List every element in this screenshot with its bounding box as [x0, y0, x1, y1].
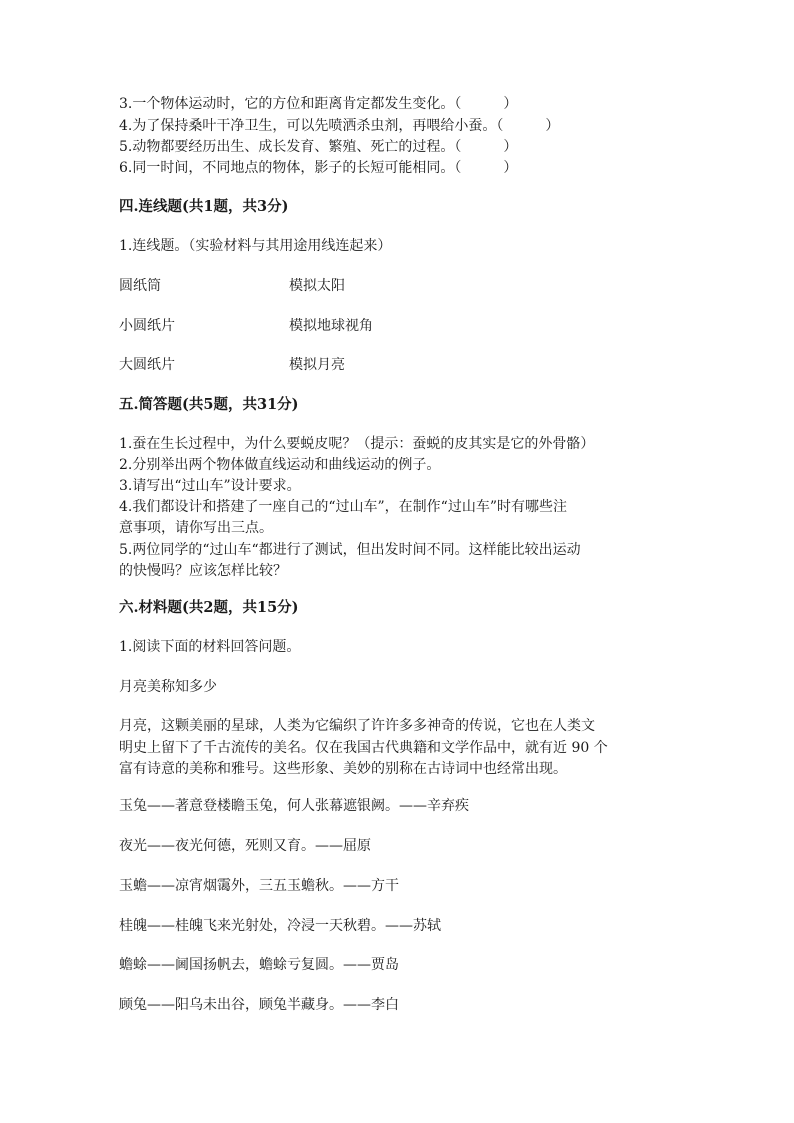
short-answer-line: 3.请写出“过山车”设计要求。	[119, 478, 301, 494]
material-title: 月亮美称知多少	[119, 679, 217, 695]
judgment-item-6: 6.同一时间，不同地点的物体，影子的长短可能相同。（ ）	[119, 160, 518, 176]
material-paragraph-line: 明史上留下了千古流传的美名。仅在我国古代典籍和文学作品中，就有近 90 个	[119, 740, 608, 756]
short-answer-line: 的快慢吗？应该怎样比较？	[119, 563, 287, 579]
short-answer-line: 2.分别举出两个物体做直线运动和曲线运动的例子。	[119, 457, 441, 473]
poem-line: 玉兔——著意登楼瞻玉兔，何人张幕遮银阙。——辛弃疾	[119, 798, 469, 814]
poem-line: 顾兔——阳乌未出谷，顾兔半藏身。——李白	[119, 997, 399, 1013]
match-left-2: 小圆纸片	[119, 318, 175, 334]
section-5-heading: 五.简答题(共5题，共31分)	[119, 396, 299, 413]
short-answer-line: 4.我们都设计和搭建了一座自己的“过山车”，在制作“过山车”时有哪些注	[119, 499, 567, 515]
judgment-item-5: 5.动物都要经历出生、成长发育、繁殖、死亡的过程。（ ）	[119, 139, 518, 155]
match-right-3: 模拟月亮	[289, 357, 345, 373]
match-right-2: 模拟地球视角	[289, 318, 373, 334]
section-4-question: 1.连线题。（实验材料与其用途用线连起来）	[119, 238, 392, 254]
judgment-item-4: 4.为了保持桑叶干净卫生，可以先喷洒杀虫剂，再喂给小蚕。（ ）	[119, 118, 560, 134]
poem-line: 桂魄——桂魄飞来光射处，冷浸一天秋碧。——苏轼	[119, 918, 441, 934]
match-left-3: 大圆纸片	[119, 357, 175, 373]
poem-line: 蟾蜍——阃国扬帆去，蟾蜍亏复圆。——贾岛	[119, 957, 399, 973]
poem-line: 夜光——夜光何德，死则又育。——屈原	[119, 838, 371, 854]
judgment-item-3: 3.一个物体运动时，它的方位和距离肯定都发生变化。（ ）	[119, 96, 518, 112]
match-left-1: 圆纸筒	[119, 278, 161, 294]
section-6-question: 1.阅读下面的材料回答问题。	[119, 639, 301, 655]
match-right-1: 模拟太阳	[289, 278, 345, 294]
short-answer-line: 5.两位同学的“过山车“都进行了测试，但出发时间不同。这样能比较出运动	[119, 542, 581, 558]
poem-line: 玉蟾——凉宵烟霭外，三五玉蟾秋。——方干	[119, 878, 399, 894]
material-paragraph-line: 月亮，这颗美丽的星球，人类为它编织了许许多多神奇的传说，它也在人类文	[119, 718, 595, 734]
material-paragraph-line: 富有诗意的美称和雅号。这些形象、美妙的别称在古诗词中也经常出现。	[119, 761, 567, 777]
short-answer-line: 意事项，请你写出三点。	[119, 520, 273, 536]
short-answer-line: 1.蚕在生长过程中，为什么要蜕皮呢？（提示：蚕蜕的皮其实是它的外骨骼）	[119, 436, 595, 452]
section-4-heading: 四.连线题(共1题，共3分)	[119, 198, 289, 215]
section-6-heading: 六.材料题(共2题，共15分)	[119, 599, 299, 616]
